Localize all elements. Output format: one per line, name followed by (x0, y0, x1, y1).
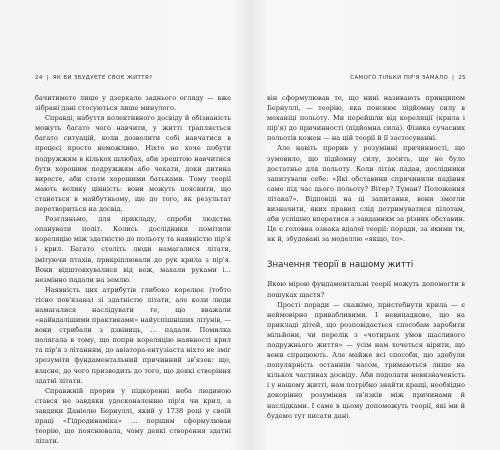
right-page-number: 25 (458, 75, 466, 81)
right-page-body (267, 93, 465, 421)
section-heading: Значення теорії в нашому житті (267, 260, 414, 271)
left-running-title: ЯК ВИ ЗБУДУЄТЕ СВОЄ ЖИТТЯ? (52, 75, 153, 81)
left-running-header (35, 75, 152, 81)
paragraph: Якою мірою фундаментальні теорії можуть допомогти в пошуках щастя? (267, 280, 465, 299)
right-running-header (350, 75, 466, 81)
paragraph: він сформулював те, що нині називають принципом Бернуллі, — теорію, яка пояснює підйомну силу в механіці польоту. Ми перейшли від кореляції (крила і пір'я) до причинності (підйомна сила). Фізика сучасних польотів кожен — на цій теорії й її застосуванні. (267, 94, 465, 143)
right-running-title: САМОГО ТІЛЬКИ ПІР'Я ЗАМАЛО (350, 75, 449, 81)
header-separator: | (46, 75, 49, 81)
paragraph: Розгляньмо, для прикладу, спроби людства опанувати політ. Колись дослідники помітили кореляцію між здатністю до польоту та наявністю пір'я і крил. Багато століть люди намагалися літати, імітуючи птахів, прикріплювали до рук крила з пір'я. Вони відштовхувалися від веж, махали руками і... незмінно падали на землю. (35, 215, 231, 284)
right-page (250, 0, 500, 450)
paragraph: Наявність цих атрибутів глибоко корелює (тобто тісно пов'язана) зі здатністю літати, але коли люди намагалися наслідувати те, що вважали «найвдалішими практиками» найуспішніших літунів, — вони стрибали з дзвіниць, … падали. Помилка полягала в тому, що попри кореляцію наявності крил та пір'я з літанням, до авіатора-ентузіаста ніхто не зміг зрозуміти фундаментальний причинний зв'язок: що, власне, до чого призводить до того, що деякі створіння здатні літати. (35, 285, 231, 385)
paragraph: Прості поради — скажімо, пристебнути крила — є неймовірно привабливими. І невипадково, що на прикладі дітей, що розповідається способам заробити мільйони, чи перелік з «чотирьох умов щасливого подружнього життя» — усім нам хочеться вірити, що вони спрацюють. Але майже всі способи, що здобули популярність останнім часом, тримаються лише на кількох частинах досвіду. Аби подолати невизначеність і у нашому житті, нам потрібно знайти кращі, необхідно докорінно розуміння зв'язків між причинами й наслідками. І саме в цьому допоможуть теорії, які ми й будемо тут писати дані. (267, 300, 465, 420)
paragraph: Справді, набуття колективного досвіду й обізнаність можуть багато чого навчити, у житті трапляється багато ситуацій, коли дозволити собі навчатися в процесі просто неможливо. Ніхто не хоче побути подружжям в кількох шлюбах, аби зрештою навчитися бути хорошим подружжям або чекати, доки дитина виросте, аби стати хорошими батьками. Тому теорії мають велику цінність: вони можуть пояснити, що станеться в майбутньому, ще до того, як результат перетвориться на досвід. (35, 114, 231, 214)
paragraph: Але навіть прорив у розумінні причинності, що зумовило, що підйомну силу, досить, ще не було достатньо для польоту. Коли літак падав, дослідники запитували себе: «Які обставини спричинили падіння саме під час цього польоту? Вітер? Туман? Положення літака?». Відповіді на ці запитання, вони змогли визначити, яких правил слід дотримуватися пілотам, аби успішно впоратися з завданням за різних обставин. Це є головна ознака вдалої теорії: поради, за якими ти, як й, збудовані за моделлю «якщо, то». (267, 144, 465, 244)
header-separator: | (452, 75, 455, 81)
paragraph: бачитимете лише у дзеркало заднього огляду — вже зібрані дані стосуються лише минулого. (35, 94, 231, 113)
left-page-number: 24 (35, 75, 43, 81)
left-page-body (35, 93, 231, 446)
paragraph: Справжній прорив у підкоренні неба людиною стався не завдяки удосконаленню пір'я чи крил, а завдяки Даніелю Бернуллі, який у 1738 році у своїй праці «Гідродинаміка» … першим сформулював теорію, що пояснювала, чому деякі створення здатні літати. (35, 386, 231, 446)
